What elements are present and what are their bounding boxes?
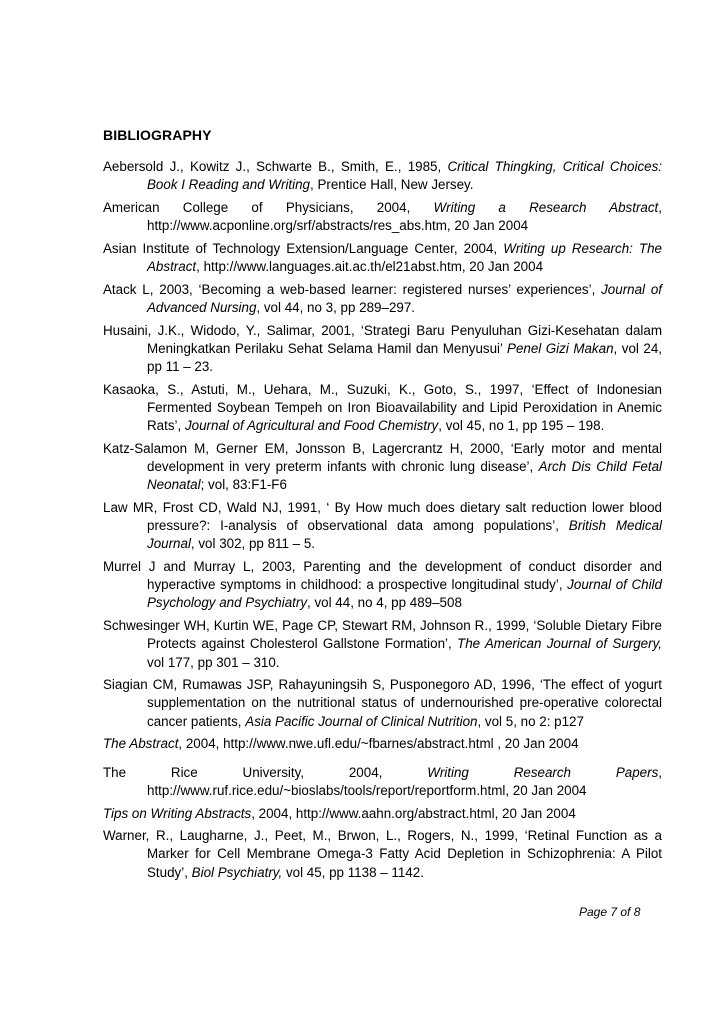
bibliography-list <box>103 158 662 886</box>
entry-text: Law MR, Frost CD, Wald NJ, 1991, ‘ By How much does dietary salt reduction lower blood pressure?: I-analysis of observational data among populations’, <box>103 499 662 534</box>
bibliography-entry <box>103 440 662 495</box>
entry-text: , vol 45, no 1, pp 195 – 198. <box>438 418 605 434</box>
entry-text: ; vol, 83:F1-F6 <box>200 477 287 493</box>
entry-text: vol 45, pp 1138 – 1142. <box>282 864 424 880</box>
entry-text: , http://www.languages.ait.ac.th/el21abst.htm, 20 Jan 2004 <box>196 259 544 275</box>
entry-text: , vol 5, no 2: p127 <box>477 713 584 729</box>
entry-title: Writing a Research Abstract <box>433 199 659 215</box>
bibliography-entry <box>103 199 662 235</box>
entry-text: The Rice University, 2004, <box>103 764 428 780</box>
entry-title: Biol Psychiatry, <box>191 864 283 880</box>
bibliography-entry <box>103 676 662 731</box>
entry-text: Aebersold J., Kowitz J., Schwarte B., Smith, E., 1985, <box>103 159 448 174</box>
entry-text: American College of Physicians, 2004, <box>103 199 434 215</box>
page-title: BIBLIOGRAPHY <box>103 127 212 143</box>
entry-text: Siagian CM, Rumawas JSP, Rahayuningsih S, Pusponegoro AD, 1996, ‘The effect of yogurt supplementation on the nutritional status of undernourished pre-operative colorectal cancer patients, <box>103 677 662 729</box>
entry-title: Writing up Research: The Abstract <box>147 240 662 275</box>
entry-text: , 2004, http://www.nwe.ufl.edu/~fbarnes/abstract.html , 20 Jan 2004 <box>178 736 579 752</box>
entry-text: , Prentice Hall, New Jersey. <box>310 177 474 193</box>
bibliography-entry <box>103 281 662 317</box>
entry-text: , vol 24, pp 11 – 23. <box>147 340 662 375</box>
entry-text: , http://www.acponline.org/srf/abstracts/res_abs.htm, 20 Jan 2004 <box>147 199 662 234</box>
entry-text: Schwesinger WH, Kurtin WE, Page CP, Stewart RM, Johnson R., 1999, ‘Soluble Dietary Fibre Protects against Cholesterol Gallstone Formation’, <box>103 618 662 652</box>
entry-title: Tips on Writing Abstracts <box>103 805 252 821</box>
entry-text: , http://www.ruf.rice.edu/~bioslabs/tools/report/reportform.html, 20 Jan 2004 <box>147 764 662 798</box>
entry-text: , 2004, http://www.aahn.org/abstract.html, 20 Jan 2004 <box>251 805 576 821</box>
entry-text: , vol 44, no 4, pp 489–508 <box>307 595 462 611</box>
entry-text: Asian Institute of Technology Extension/Language Center, 2004, <box>103 240 504 256</box>
bibliography-entry <box>103 240 662 276</box>
entry-title: Arch Dis Child Fetal Neonatal <box>147 459 662 493</box>
bibliography-entry <box>103 617 662 672</box>
entry-text: Kasaoka, S., Astuti, M., Uehara, M., Suzuki, K., Goto, S., 1997, ‘Effect of Indonesian Fermented Soybean Tempeh on Iron Bioavailability and Lipid Peroxidation in Anemic Rats’, <box>103 381 662 434</box>
entry-title: Journal of Child Psychology and Psychiatry <box>147 577 662 611</box>
entry-text: Atack L, 2003, ‘Becoming a web-based learner: registered nurses’ experiences’, <box>103 281 602 297</box>
entry-title: Journal of Advanced Nursing <box>147 281 662 315</box>
bibliography-entry <box>103 158 662 194</box>
entry-title: Asia Pacific Journal of Clinical Nutrition <box>245 713 478 729</box>
entry-text: Murrel J and Murray L, 2003, Parenting and the development of conduct disorder and hyperactive symptoms in childhood: a prospective longitudinal study’, <box>103 559 662 593</box>
entry-title: Writing Research Papers <box>427 764 659 780</box>
entry-text: , vol 302, pp 811 – 5. <box>190 536 316 552</box>
entry-text: Husaini, J.K., Widodo, Y., Salimar, 2001, ‘Strategi Baru Penyuluhan Gizi-Kesehatan dalam Meningkatkan Perilaku Sehat Selama Hamil dan Menyusui’ <box>103 322 662 356</box>
bibliography-entry <box>103 322 662 377</box>
entry-text: , vol 44, no 3, pp 289–297. <box>256 299 416 315</box>
bibliography-entry <box>103 735 662 753</box>
entry-title: British Medical Journal <box>147 518 662 552</box>
entry-title: The Abstract <box>103 736 179 752</box>
bibliography-entry <box>103 381 662 436</box>
entry-title: Penel Gizi Makan <box>507 340 614 356</box>
bibliography-entry <box>103 805 662 823</box>
bibliography-entry <box>103 827 662 882</box>
entry-text: Warner, R., Laugharne, J., Peet, M., Brwon, L., Rogers, N., 1999, ‘Retinal Function as a Marker for Cell Membrane Omega-3 Fatty Acid Depletion in Schizophrenia: A Pilot Study’, <box>103 828 662 880</box>
bibliography-entry <box>103 764 662 800</box>
entry-text: vol 177, pp 301 – 310. <box>147 654 280 670</box>
entry-title: Critical Thingking, Critical Choices: Book I Reading and Writing <box>147 159 663 193</box>
bibliography-entry <box>103 558 662 613</box>
entry-title: Journal of Agricultural and Food Chemistry <box>184 418 439 434</box>
page-number: Page 7 of 8 <box>579 905 641 919</box>
bibliography-entry <box>103 499 662 554</box>
entry-title: The American Journal of Surgery, <box>457 636 662 652</box>
entry-text: Katz-Salamon M, Gerner EM, Jonsson B, Lagercrantz H, 2000, ‘Early motor and mental development in very preterm infants with chronic lung disease’, <box>103 440 662 475</box>
